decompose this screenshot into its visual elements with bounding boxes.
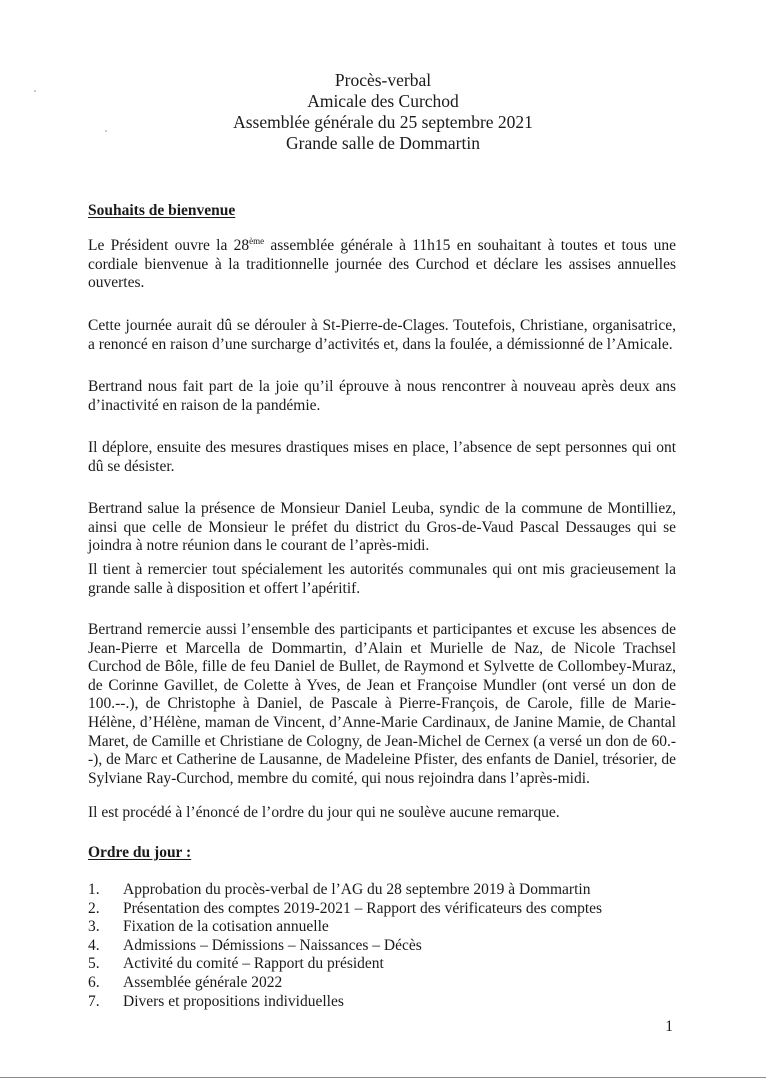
agenda-item <box>88 900 688 919</box>
agenda-item <box>88 974 688 993</box>
welcome-heading: Souhaits de bienvenue <box>88 202 236 219</box>
agenda-item <box>88 993 688 1012</box>
page-number: 1 <box>665 1018 673 1035</box>
agenda-item-number: 6. <box>88 973 100 991</box>
agenda-item-number: 3. <box>88 918 100 936</box>
paragraph-absences: Il déplore, ensuite des mesures drastiques mises en place, l’absence de sept personnes qui ont dû se désister. <box>88 439 676 475</box>
agenda-item <box>88 955 688 974</box>
document-header <box>0 70 766 154</box>
agenda-item <box>88 881 688 900</box>
agenda-item <box>88 918 688 937</box>
agenda-item-text: Présentation des comptes 2019-2021 – Rapport des vérificateurs des comptes <box>123 899 603 917</box>
paragraph-guests: Bertrand salue la présence de Monsieur Daniel Leuba, syndic de la commune de Montilliez, ainsi que celle de Monsieur le préfet du district du Gros-de-Vaud Pascal Dessauges qui se joindra à notre réunion dans le courant de l’après-midi. <box>88 500 676 555</box>
paragraph-location: Cette journée aurait dû se dérouler à St-Pierre-de-Clages. Toutefois, Christiane, organisatrice, a renoncé en raison d’une surcharge d’activités et, dans la foulée, a démissionné de l’Amicale. <box>88 317 676 353</box>
ordinal-suffix: ème <box>249 235 265 246</box>
header-title: Procès-verbal <box>334 70 432 90</box>
agenda-item <box>88 937 688 956</box>
agenda-item-text: Activité du comité – Rapport du président <box>123 955 384 973</box>
header-venue: Grande salle de Dommartin <box>286 133 480 153</box>
paragraph-opening-end: assemblée générale à 11h15 en souhaitant à toutes et tous une cordiale bienvenue à la traditionnelle journée des Curchod et déclare les assises annuelles ouvertes. <box>88 237 676 292</box>
agenda-item-text: Admissions – Démissions – Naissances – Décès <box>123 936 422 954</box>
paragraph-excused: Bertrand remercie aussi l’ensemble des participants et participantes et excuse les absences de Jean-Pierre et Marcella de Dommartin, d’Alain et Murielle de Naz, de Nicole Trachsel Curchod de Bôle, fille de feu Daniel de Bullet, de Raymond et Sylvette de Collombey-Muraz, de Corinne Gavillet, de Colette à Yves, de Jean et Françoise Mundler (ont versé un don de 100.--.), de Christophe à Daniel, de Pascale à Pierre-François, de Carole, fille de Marie-Hélène, d’Hélène, maman de Vincent, d’Anne-Marie Cardinaux, de Janine Mamie, de Chantal Maret, de Camille et Christiane de Cologny, de Jean-Michel de Cernex (a versé un don de 60.--), de Marc et Catherine de Lausanne, de Madeleine Pfister, des enfants de Daniel, trésorier, de Sylviane Ray-Curchod, membre du comité, qui nous rejoindra dans l’après-midi. <box>88 621 676 787</box>
header-meeting: Assemblée générale du 25 septembre 2021 <box>233 112 533 132</box>
agenda-item-text: Fixation de la cotisation annuelle <box>123 918 329 936</box>
agenda-item-number: 2. <box>88 899 100 917</box>
agenda-item-number: 4. <box>88 936 100 954</box>
paragraph-opening-start: Le Président ouvre la 28 <box>88 237 250 254</box>
agenda-item-number: 1. <box>88 881 100 898</box>
paragraph-agenda-intro: Il est procédé à l’énoncé de l’ordre du jour qui ne soulève aucune remarque. <box>88 804 560 821</box>
scan-edge-line <box>0 1077 766 1078</box>
agenda-item-number: 5. <box>88 955 100 973</box>
paragraph-opening <box>88 237 676 293</box>
agenda-heading: Ordre du jour : <box>88 844 192 861</box>
header-organization: Amicale des Curchod <box>307 91 459 111</box>
agenda-item-number: 7. <box>88 992 100 1010</box>
paragraph-thanks: Il tient à remercier tout spécialement les autorités communales qui ont mis gracieusement la grande salle à disposition et offert l’apéritif. <box>88 561 676 597</box>
agenda-list <box>88 881 688 1011</box>
agenda-item-text: Assemblée générale 2022 <box>123 973 283 991</box>
agenda-item-text: Approbation du procès-verbal de l’AG du 28 septembre 2019 à Dommartin <box>123 881 591 898</box>
paragraph-joy: Bertrand nous fait part de la joie qu’il éprouve à nous rencontrer à nouveau après deux ans d’inactivité en raison de la pandémie. <box>88 378 676 414</box>
agenda-item-text: Divers et propositions individuelles <box>123 992 344 1010</box>
